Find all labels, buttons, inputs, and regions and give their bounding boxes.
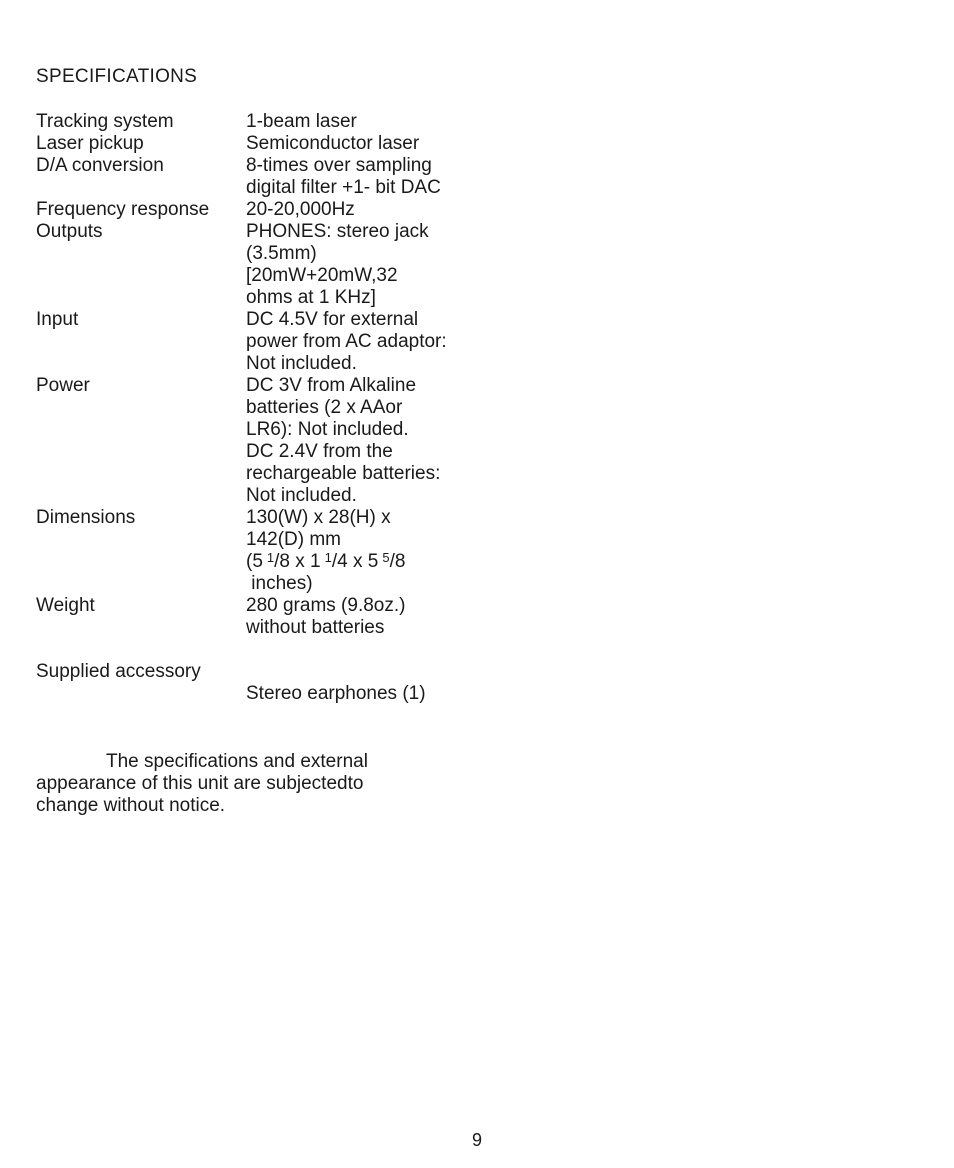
- fraction-part: /8: [389, 551, 406, 572]
- disclaimer-line: The specifications and external: [106, 751, 368, 772]
- specifications-table: [36, 111, 596, 705]
- disclaimer-line: appearance of this unit are subjectedto: [36, 773, 364, 794]
- disclaimer-paragraph: [36, 751, 416, 817]
- spec-row-power: [36, 375, 596, 507]
- spec-value: 142(D) mm: [246, 529, 342, 550]
- spec-value: Not included.: [246, 485, 357, 506]
- spec-value: LR6): Not included.: [246, 419, 409, 440]
- spec-label: Power: [36, 375, 90, 396]
- spec-label: Tracking system: [36, 111, 174, 132]
- spacer-line: [246, 661, 596, 683]
- spec-value: Stereo earphones (1): [246, 683, 426, 704]
- spec-label: Laser pickup: [36, 133, 144, 154]
- spec-label: Supplied accessory: [36, 661, 201, 682]
- spec-value-fraction: [246, 551, 596, 573]
- spec-value: 130(W) x 28(H) x: [246, 507, 391, 528]
- fraction-part: /8 x 1: [274, 551, 321, 572]
- spec-value: 20-20,000Hz: [246, 199, 355, 220]
- spec-label: Input: [36, 309, 79, 330]
- superscript: 1: [266, 550, 275, 565]
- spec-value: PHONES: stereo jack: [246, 221, 429, 242]
- spec-label: Weight: [36, 595, 95, 616]
- spec-value: [20mW+20mW,32: [246, 265, 398, 286]
- spec-value: ohms at 1 KHz]: [246, 287, 376, 308]
- spec-label: Dimensions: [36, 507, 136, 528]
- spec-label: Frequency response: [36, 199, 210, 220]
- spec-row-supplied-accessory: [36, 661, 596, 705]
- fraction-part: (5: [246, 551, 263, 572]
- spec-value: DC 4.5V for external: [246, 309, 419, 330]
- spec-row-input: [36, 309, 596, 375]
- spec-row-weight: [36, 595, 596, 639]
- spec-row-da-conversion: [36, 155, 596, 199]
- spec-value: rechargeable batteries:: [246, 463, 441, 484]
- spec-value: 1-beam laser: [246, 111, 357, 132]
- spec-value: inches): [246, 573, 313, 594]
- spec-value: Not included.: [246, 353, 357, 374]
- spec-value: 280 grams (9.8oz.): [246, 595, 406, 616]
- spec-value: without batteries: [246, 617, 385, 638]
- superscript: 5: [382, 550, 390, 565]
- fraction-part: /4 x 5: [331, 551, 379, 572]
- spec-row-frequency-response: [36, 199, 596, 221]
- page-number: 9: [471, 1130, 482, 1150]
- spec-label: Outputs: [36, 221, 103, 242]
- spec-value: (3.5mm): [246, 243, 317, 264]
- spec-value: power from AC adaptor:: [246, 331, 447, 352]
- spec-value: DC 3V from Alkaline: [246, 375, 417, 396]
- spec-value: digital filter +1- bit DAC: [246, 177, 441, 198]
- spec-value: DC 2.4V from the: [246, 441, 393, 462]
- spec-value: batteries (2 x AAor: [246, 397, 403, 418]
- page-title: SPECIFICATIONS: [36, 66, 198, 87]
- spec-row-laser-pickup: [36, 133, 596, 155]
- spec-row-outputs: [36, 221, 596, 309]
- spec-label: D/A conversion: [36, 155, 164, 176]
- spec-value: 8-times over sampling: [246, 155, 432, 176]
- disclaimer-line: change without notice.: [36, 795, 226, 816]
- spec-row-tracking-system: [36, 111, 596, 133]
- spacer: [36, 639, 596, 661]
- superscript: 1: [324, 550, 332, 565]
- spec-value: Semiconductor laser: [246, 133, 420, 154]
- spec-row-dimensions: [36, 507, 596, 595]
